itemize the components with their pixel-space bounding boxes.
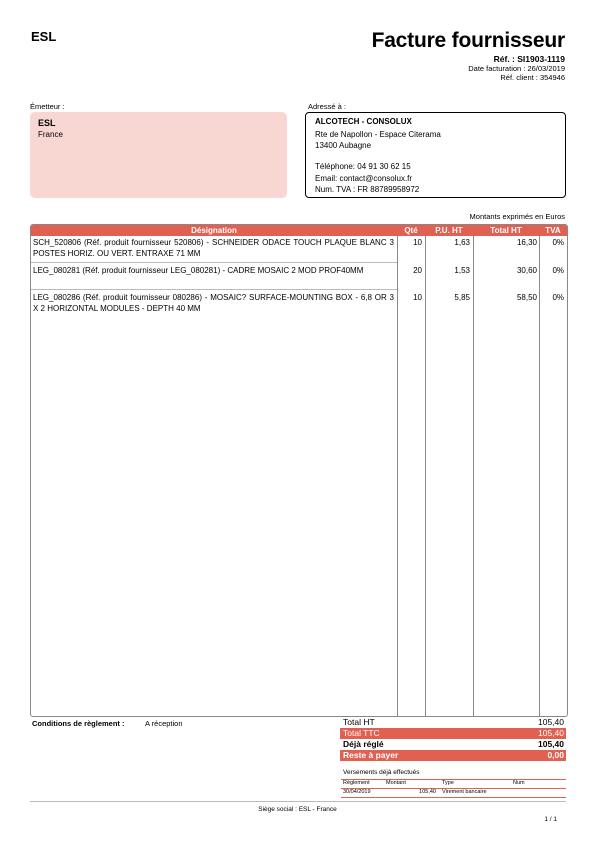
recipient-address-line1: Rte de Napollon - Espace Citerama <box>315 130 441 139</box>
row-designation: LEG_080286 (Réf. produit fournisseur 080286) - MOSAIC? SURFACE-MOUNTING BOX - 6,8 OR 3 X 2 HORIZONTAL MODULES - DEPTH 40 MM <box>33 293 394 313</box>
paid-row <box>340 739 566 750</box>
recipient-box <box>305 112 566 198</box>
payment-date: 30/04/2019 <box>343 789 371 795</box>
recipient-label: Adressé à : <box>308 102 346 111</box>
row-total: 30,60 <box>516 266 537 275</box>
pay-header-num: Num <box>513 780 525 786</box>
client-ref: Réf. client : 354946 <box>500 73 565 82</box>
total-ht-row <box>340 717 566 728</box>
recipient-address-line2: 13400 Aubagne <box>315 141 372 150</box>
pay-header-settlement: Règlement <box>343 780 370 786</box>
header-vat: TVA <box>545 226 561 235</box>
invoice-date: Date facturation : 26/03/2019 <box>468 64 565 73</box>
recipient-vat: Num. TVA : FR 88789958972 <box>315 185 420 194</box>
payment-amount: 105,40 <box>419 789 436 795</box>
footer-divider <box>30 801 566 802</box>
document-title: Facture fournisseur <box>371 29 565 52</box>
header-designation: Désignation <box>191 226 237 235</box>
header-unit-price: P.U. HT <box>435 226 463 235</box>
currency-note: Montants exprimés en Euros <box>469 212 565 221</box>
row-designation: SCH_520806 (Réf. produit fournisseur 520806) - SCHNEIDER ODACE TOUCH PLAQUE BLANC 3 POSTES HORIZ. OU VERT. ENTRAXE 71 MM <box>33 238 394 258</box>
footer-text: Siège social : ESL - France <box>258 806 337 813</box>
page-number: 1 / 1 <box>544 816 557 823</box>
recipient-phone: Téléphone: 04 91 30 62 15 <box>315 162 411 171</box>
row-unit-price: 1,63 <box>454 238 470 247</box>
pay-header-amount: Montant <box>386 780 406 786</box>
row-qty: 10 <box>413 293 422 302</box>
row-total: 16,30 <box>516 238 537 247</box>
table-header <box>31 225 567 236</box>
total-ttc-label: Total TTC <box>343 728 380 738</box>
row-total: 58,50 <box>516 293 537 302</box>
row-vat: 0% <box>552 266 564 275</box>
payment-conditions-value: A réception <box>145 719 183 728</box>
recipient-email: Email: contact@consolux.fr <box>315 174 413 183</box>
recipient-name: ALCOTECH - CONSOLUX <box>315 117 412 126</box>
row-qty: 20 <box>413 266 422 275</box>
paid-label: Déjà réglé <box>343 739 384 749</box>
payment-conditions-label: Conditions de règlement : <box>32 719 125 728</box>
remaining-row <box>340 750 566 761</box>
row-designation: LEG_080281 (Réf. produit fournisseur LEG_080281) - CADRE MOSAIC 2 MOD PROF40MM <box>33 266 364 275</box>
row-unit-price: 5,85 <box>454 293 470 302</box>
remaining-label: Reste à payer <box>343 750 399 760</box>
payments-header <box>341 779 566 789</box>
remaining-value: 0,00 <box>547 750 564 760</box>
payment-type: Virement bancaire <box>442 789 487 795</box>
items-table <box>30 224 568 717</box>
row-vat: 0% <box>552 293 564 302</box>
header-qty: Qté <box>404 226 418 235</box>
payments-title: Versements déjà effectués <box>343 769 420 776</box>
header-total: Total HT <box>490 226 522 235</box>
pay-header-type: Type <box>442 780 454 786</box>
row-qty: 10 <box>413 238 422 247</box>
invoice-ref: Réf. : SI1903-1119 <box>493 54 565 64</box>
issuer-box <box>30 112 287 198</box>
company-logo: ESL <box>31 29 57 44</box>
row-vat: 0% <box>552 238 564 247</box>
issuer-label: Émetteur : <box>30 102 65 111</box>
total-ht-label: Total HT <box>343 717 375 727</box>
payments-table <box>341 779 566 798</box>
payment-row <box>341 789 566 798</box>
issuer-country: France <box>38 130 63 139</box>
total-ttc-value: 105,40 <box>538 728 564 738</box>
total-ttc-row <box>340 728 566 739</box>
paid-value: 105,40 <box>538 739 564 749</box>
issuer-name: ESL <box>38 118 56 128</box>
row-unit-price: 1,53 <box>454 266 470 275</box>
total-ht-value: 105,40 <box>538 717 564 727</box>
totals-block <box>340 717 566 761</box>
